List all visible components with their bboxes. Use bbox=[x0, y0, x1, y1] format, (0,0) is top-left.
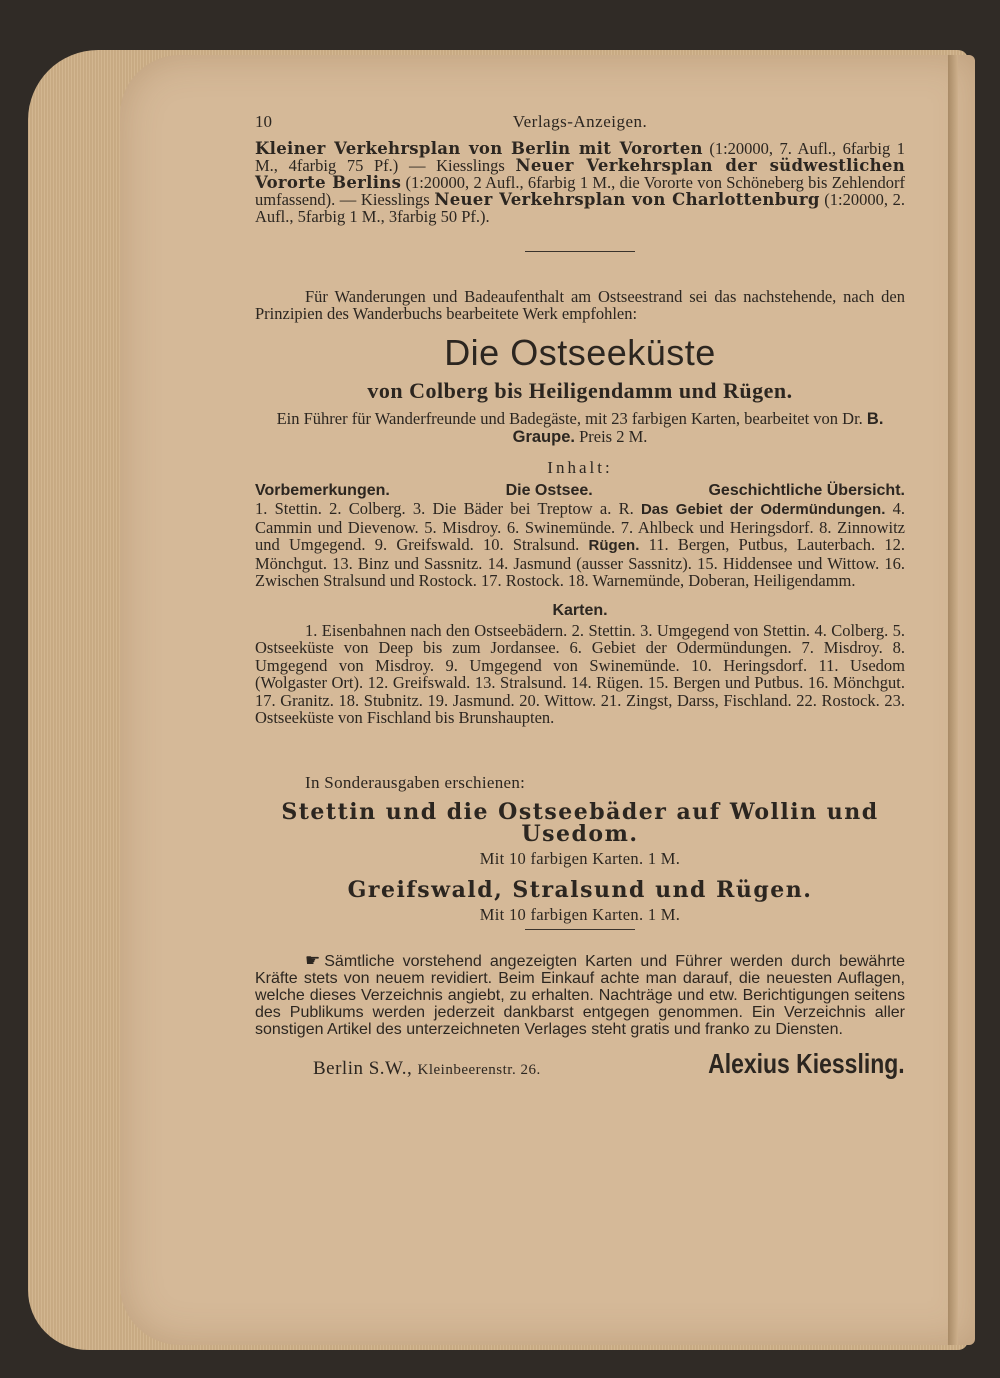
contents-section: Das Gebiet der Odermündungen. bbox=[640, 501, 886, 518]
contents-text: 11. Bergen, Putbus, Lauterbach. 12. Mönchgut. 13. Binz und Sassnitz. 14. Jasmund (ausser Sassnitz). 15. Hiddensee und Wittow. 16. Zwischen Stralsund und Rostock. 17. Rostock. 18. Warnemünde, Doberan, Heiligendamm. bbox=[255, 535, 905, 590]
map-title-berlin: Kleiner Verkehrsplan von Berlin mit Vororten bbox=[255, 139, 703, 158]
maps-list: 1. Eisenbahnen nach den Ostseebädern. 2. Stettin. 3. Umgegend von Stettin. 4. Colberg. 5. Ostseeküste von Deep bis zum Jordansee. 6. Gebiet der Odermündungen. 7. Misdroy. 8. Umgegend von Misdroy. 9. Umgegend von Swinemünde. 10. Heringsdorf. 11. Usedom (Wolgaster Ort). 12. Greifswald. 13. Stralsund. 14. Rügen. 15. Bergen und Putbus. 16. Mönchgut. 17. Granitz. 18. Stubnitz. 19. Jasmund. 20. Wittow. 21. Zingst, Darss, Fischland. 22. Rostock. 23. Ostseeküste von Fischland bis Brunshaupten. bbox=[255, 620, 905, 727]
contents-list bbox=[255, 500, 905, 590]
contents-section: Rügen. bbox=[588, 537, 640, 554]
divider-rule bbox=[525, 929, 635, 930]
contents-heading: Vorbemerkungen. bbox=[255, 482, 390, 499]
page-header bbox=[255, 112, 905, 140]
map-title-southwest: Neuer Verkehrsplan der südwestlichen Vororte Berlins bbox=[255, 156, 905, 192]
contents-text: 1. Stettin. 2. Colberg. 3. Die Bäder bei Treptow a. R. bbox=[255, 499, 641, 518]
publisher-notice bbox=[255, 952, 905, 1038]
intro-text-2: (1:20000, 2 Aufl., 6farbig 1 M., die Vororte von Schöneberg bis Zehlendorf umfassend). — Kiesslings bbox=[255, 173, 905, 209]
special-edition-title: Stettin und die Ostseebäder auf Wollin und Usedom. bbox=[281, 798, 879, 847]
page-content bbox=[255, 112, 905, 1088]
intro-text-3: (1:20000, 2. Aufl., 5farbig 1 M., 3farbig 50 Pf.). bbox=[255, 190, 905, 226]
intro-paragraph bbox=[255, 140, 905, 225]
map-title-charlottenburg: Neuer Verkehrsplan von Charlottenburg bbox=[434, 190, 820, 209]
book-description bbox=[255, 410, 905, 446]
intro-text-1: (1:20000, 7. Aufl., 6farbig 1 M., 4farbig 75 Pf.) — Kiesslings bbox=[255, 139, 905, 175]
special-edition-title: Greifswald, Stralsund und Rügen. bbox=[347, 876, 813, 903]
contents-headings bbox=[255, 482, 905, 500]
publisher-address bbox=[313, 1058, 541, 1080]
maps-title: Karten. bbox=[552, 601, 608, 619]
divider-rule bbox=[525, 251, 635, 252]
recommend-paragraph: Für Wanderungen und Badeaufenthalt am Ostseestrand sei das nachstehende, nach den Prinzipien des Wanderbuchs bearbeitete Werk empfohlen: bbox=[255, 287, 905, 323]
running-head: Verlags-Anzeigen. bbox=[512, 112, 648, 131]
special-editions-intro: In Sonderausgaben erschienen: bbox=[305, 772, 526, 792]
notice-text: Sämtliche vorstehend angezeigten Karten und Führer werden durch bewährte Kräfte stets von neuem revidiert. Beim Einkauf achte man darauf, die neuesten Auflagen, welche dieses Verzeichnis angiebt, zu erhalten. Nachträge und etw. Berichtigungen seitens des Publikums werden jederzeit dankbarst entgegen genommen. Ein Verzeichnis aller sonstigen Artikel des unterzeichneten Verlages steht gratis und franko zu Diensten. bbox=[255, 952, 905, 1038]
page-number: 10 bbox=[255, 112, 272, 131]
book-desc-text: Ein Führer für Wanderfreunde und Badegäste, mit 23 farbigen Karten, bearbeitet von Dr. bbox=[276, 409, 867, 428]
book-subtitle: von Colberg bis Heiligendamm und Rügen. bbox=[367, 378, 793, 403]
contents-heading: Geschichtliche Übersicht. bbox=[708, 482, 905, 499]
publisher-footer bbox=[255, 1048, 905, 1088]
contents-heading: Die Ostsee. bbox=[505, 482, 593, 499]
contents-title: Inhalt: bbox=[547, 458, 613, 477]
publisher-name: Alexius Kiessling. bbox=[708, 1047, 905, 1079]
publisher-city: Berlin S.W., bbox=[313, 1057, 413, 1079]
book-gutter bbox=[948, 55, 958, 1345]
special-edition-note: Mit 10 farbigen Karten. 1 M. bbox=[479, 904, 681, 924]
publisher-street: Kleinbeerenstr. 26. bbox=[417, 1061, 541, 1078]
book-title: Die Ostseeküste bbox=[444, 332, 716, 373]
book-price: Preis 2 M. bbox=[574, 427, 648, 446]
contents-text: 4. Cammin und Dievenow. 5. Misdroy. 6. Swinemünde. 7. Ahlbeck und Heringsdorf. 8. Zinnowitz und Umgegend. 9. Greifswald. 10. Stralsund. bbox=[255, 499, 905, 554]
book-author: B. Graupe. bbox=[512, 410, 884, 446]
special-edition-note: Mit 10 farbigen Karten. 1 M. bbox=[479, 848, 681, 868]
pointing-hand-icon: ☛ bbox=[305, 950, 321, 970]
